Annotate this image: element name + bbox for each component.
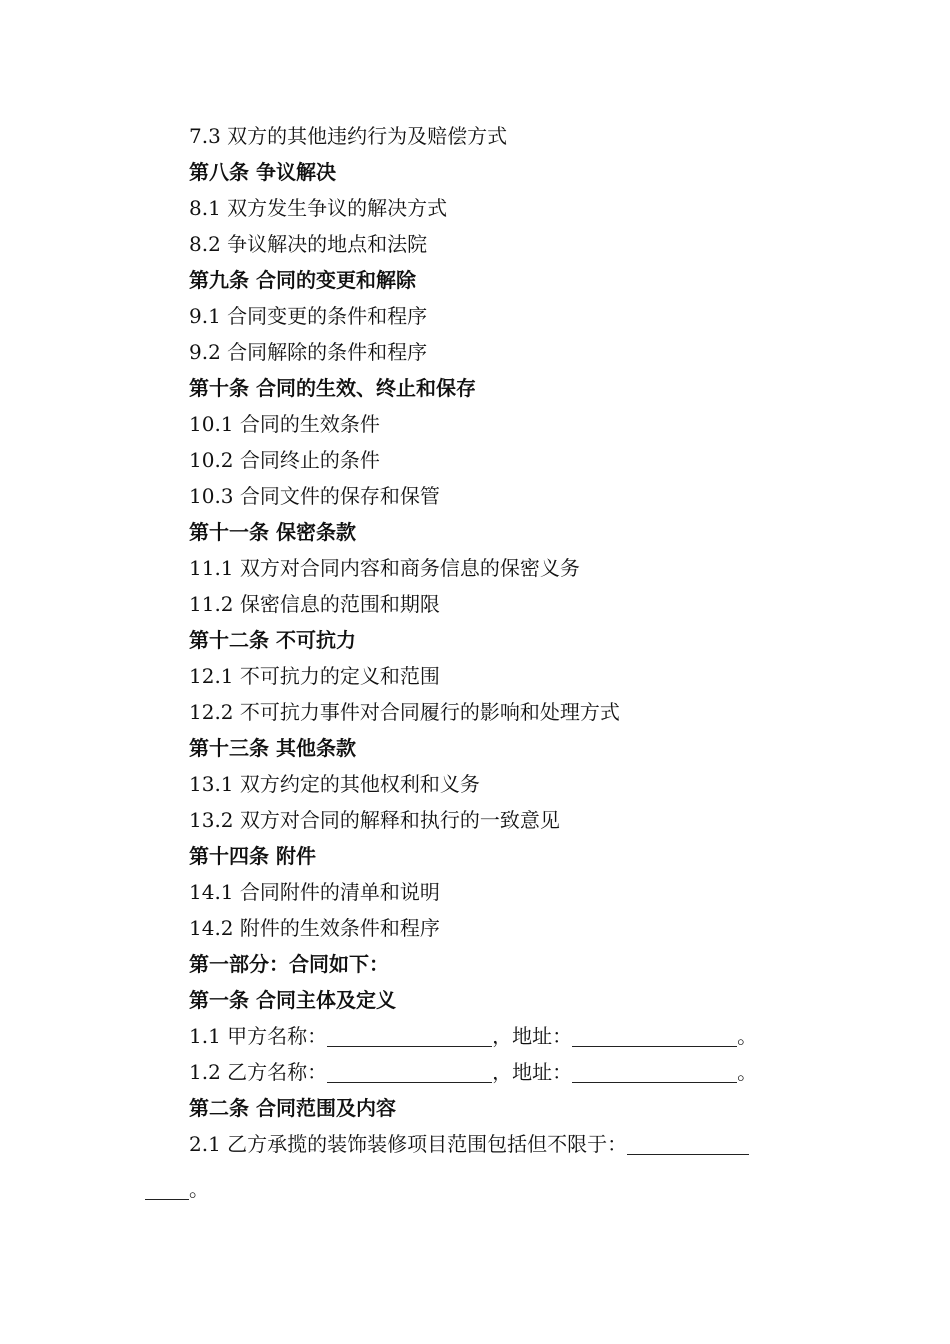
clause-line: 10.3 合同文件的保存和保管 xyxy=(189,484,440,508)
article-heading: 第一条 合同主体及定义 xyxy=(189,988,396,1012)
clause-2-1-label: 2.1 乙方承揽的装饰装修项目范围包括但不限于： xyxy=(189,1132,628,1156)
article-heading: 第十二条 不可抗力 xyxy=(189,628,356,652)
contract-lines xyxy=(189,118,809,1018)
clause-line: 13.2 双方对合同的解释和执行的一致意见 xyxy=(189,808,560,832)
party-b-name-blank[interactable] xyxy=(327,1060,492,1083)
party-a-address-blank[interactable] xyxy=(572,1024,737,1047)
clause-line: 7.3 双方的其他违约行为及赔偿方式 xyxy=(189,124,508,148)
party-a-name-blank[interactable] xyxy=(327,1024,492,1047)
contract-body xyxy=(189,118,809,1162)
article-heading: 第十条 合同的生效、终止和保存 xyxy=(189,376,476,400)
party-b-label: 1.2 乙方名称： xyxy=(189,1060,328,1084)
clause-2-1-continuation xyxy=(145,1171,209,1207)
article-heading: 第十一条 保密条款 xyxy=(189,520,356,544)
clause-line: 11.2 保密信息的范围和期限 xyxy=(189,592,440,616)
clause-line: 10.1 合同的生效条件 xyxy=(189,412,380,436)
clause-line: 10.2 合同终止的条件 xyxy=(189,448,380,472)
article-2-heading: 第二条 合同范围及内容 xyxy=(189,1096,396,1120)
clause-line: 11.1 双方对合同内容和商务信息的保密义务 xyxy=(189,556,580,580)
clause-line: 8.2 争议解决的地点和法院 xyxy=(189,232,428,256)
article-heading: 第十三条 其他条款 xyxy=(189,736,356,760)
clause-line: 9.2 合同解除的条件和程序 xyxy=(189,340,428,364)
clause-line: 13.1 双方约定的其他权利和义务 xyxy=(189,772,480,796)
party-a-label: 1.1 甲方名称： xyxy=(189,1024,328,1048)
party-b-end: 。 xyxy=(737,1060,758,1084)
article-heading: 第九条 合同的变更和解除 xyxy=(189,268,416,292)
clause-2-1-scope-blank-continued[interactable] xyxy=(145,1177,189,1200)
party-a-end: 。 xyxy=(737,1024,758,1048)
clause-line: 12.2 不可抗力事件对合同履行的影响和处理方式 xyxy=(189,700,620,724)
clause-2-1-scope-blank[interactable] xyxy=(627,1132,749,1155)
party-b-address-label: ，地址： xyxy=(492,1060,573,1084)
party-a-address-label: ，地址： xyxy=(492,1024,573,1048)
clause-line: 14.2 附件的生效条件和程序 xyxy=(189,916,440,940)
party-b-line xyxy=(189,1054,809,1090)
clause-2-1-end: 。 xyxy=(189,1177,209,1201)
article-heading: 第一部分：合同如下： xyxy=(189,952,389,976)
article-heading: 第十四条 附件 xyxy=(189,844,316,868)
clause-2-1-line xyxy=(189,1126,809,1162)
clause-line: 12.1 不可抗力的定义和范围 xyxy=(189,664,440,688)
party-b-address-blank[interactable] xyxy=(572,1060,737,1083)
clause-line: 14.1 合同附件的清单和说明 xyxy=(189,880,440,904)
clause-line: 9.1 合同变更的条件和程序 xyxy=(189,304,428,328)
party-a-line xyxy=(189,1018,809,1054)
clause-line: 8.1 双方发生争议的解决方式 xyxy=(189,196,448,220)
article-heading: 第八条 争议解决 xyxy=(189,160,336,184)
